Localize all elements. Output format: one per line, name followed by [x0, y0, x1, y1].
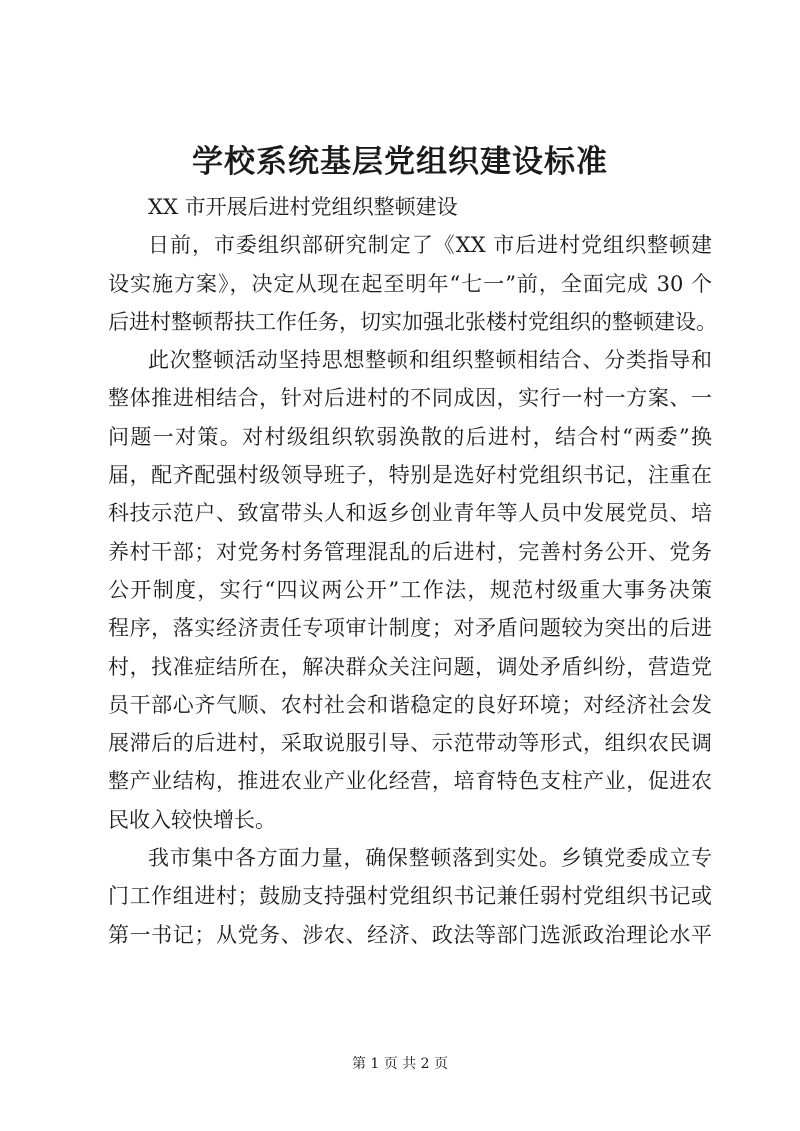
body-text-line: 整产业结构，推进农业产业化经营，培育特色支柱产业，促进农 [108, 769, 712, 794]
body-text-line: 员干部心齐气顺、农村社会和谐稳定的良好环境；对经济社会发 [108, 692, 712, 717]
body-text-line: XX 市开展后进村党组织整顿建设 [148, 195, 458, 219]
document-body [108, 188, 717, 954]
body-text-line: 民收入较快增长。 [108, 807, 276, 832]
body-text-line: 设实施方案》，决定从现在起至明年“七一”前，全面完成 30 个 [108, 271, 712, 296]
body-text-line: 科技示范户、致富带头人和返乡创业青年等人员中发展党员、培 [108, 501, 712, 526]
body-text-line: 公开制度，实行“四议两公开”工作法，规范村级重大事务决策 [108, 577, 712, 602]
document-title: 学校系统基层党组织建设标准 [192, 144, 608, 180]
body-text-line: 日前，市委组织部研究制定了《XX 市后进村党组织整顿建 [148, 233, 712, 258]
body-text-line: 展滞后的后进村，采取说服引导、示范带动等形式，组织农民调 [108, 731, 712, 756]
body-text-line: 门工作组进村；鼓励支持强村党组织书记兼任弱村党组织书记或 [108, 884, 712, 909]
body-text-line: 我市集中各方面力量，确保整顿落到实处。乡镇党委成立专 [148, 846, 712, 871]
page-number-footer: 第 1 页 共 2 页 [351, 1056, 449, 1072]
body-text-line: 此次整顿活动坚持思想整顿和组织整顿相结合、分类指导和 [148, 348, 712, 373]
body-text-line: 程序，落实经济责任专项审计制度；对矛盾问题较为突出的后进 [108, 616, 712, 641]
body-text-line: 村，找准症结所在，解决群众关注问题，调处矛盾纠纷，营造党 [108, 654, 712, 679]
body-text-line: 届，配齐配强村级领导班子，特别是选好村党组织书记，注重在 [108, 463, 712, 488]
body-text-line: 第一书记；从党务、涉农、经济、政法等部门选派政治理论水平 [108, 922, 712, 947]
body-text-line: 整体推进相结合，针对后进村的不同成因，实行一村一方案、一 [108, 386, 712, 411]
body-text-line: 养村干部；对党务村务管理混乱的后进村，完善村务公开、党务 [108, 539, 712, 564]
body-text-line: 后进村整顿帮扶工作任务，切实加强北张楼村党组织的整顿建设。 [108, 309, 717, 334]
body-text-line: 问题一对策。对村级组织软弱涣散的后进村，结合村“两委”换 [108, 424, 712, 449]
